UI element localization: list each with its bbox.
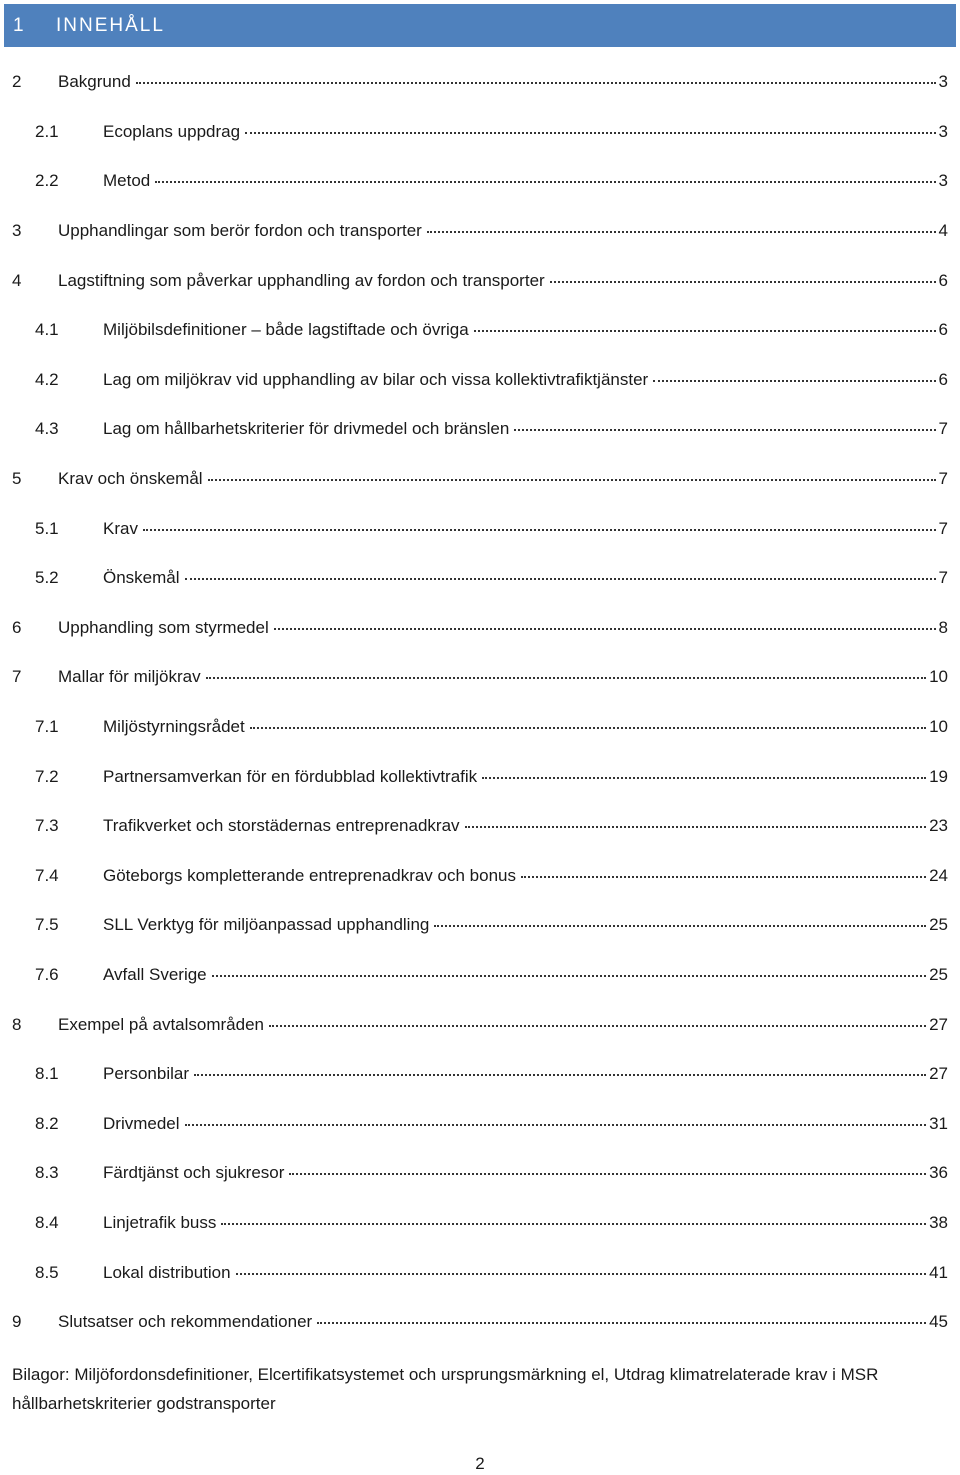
- toc-entry-page: 10: [929, 667, 948, 687]
- toc-heading: [4, 4, 956, 47]
- toc-entry[interactable]: [0, 1198, 960, 1248]
- toc-entry-title: Bakgrund: [58, 72, 131, 92]
- dot-leader: [208, 479, 936, 481]
- toc-entry-line: [103, 420, 948, 437]
- dot-leader: [550, 281, 936, 283]
- toc-entry-number: 5: [12, 469, 22, 489]
- toc-entry-number: 7: [12, 667, 22, 687]
- heading-number: 1: [13, 14, 25, 36]
- toc-entry-number: 6: [12, 617, 22, 637]
- toc-entry-number: 4.3: [35, 419, 59, 439]
- toc-entry-title: SLL Verktyg för miljöanpassad upphandling: [103, 915, 430, 935]
- toc-entry-number: 8.5: [35, 1262, 59, 1282]
- toc-entry-title: Göteborgs kompletterande entreprenadkrav och bonus: [103, 865, 516, 885]
- toc-entry-title: Upphandling som styrmedel: [58, 617, 269, 637]
- toc-entry-title: Lagstiftning som påverkar upphandling av fordon och transporter: [58, 270, 545, 290]
- dot-leader: [185, 578, 936, 580]
- toc-entry[interactable]: [0, 1297, 960, 1347]
- toc-entry-page: 6: [938, 270, 948, 290]
- toc-entry-page: 38: [929, 1212, 948, 1232]
- toc-entry[interactable]: [0, 454, 960, 504]
- toc-entry-title: Exempel på avtalsområden: [58, 1014, 265, 1034]
- toc-entry-number: 7.2: [35, 766, 59, 786]
- toc-entry-page: 25: [929, 915, 948, 935]
- toc-entry-page: 3: [938, 171, 948, 191]
- toc-entry-line: [58, 470, 948, 487]
- dot-leader: [250, 727, 926, 729]
- toc-entry-title: Drivmedel: [103, 1113, 180, 1133]
- toc-entry-page: 31: [929, 1113, 948, 1133]
- toc-entry-number: 3: [12, 221, 22, 241]
- toc-entry-number: 8.4: [35, 1212, 59, 1232]
- toc-entry-line: [58, 668, 948, 685]
- dot-leader: [245, 132, 935, 134]
- toc-entry-line: [103, 718, 948, 735]
- toc-entry-line: [103, 817, 948, 834]
- toc-entry-title: Krav och önskemål: [58, 469, 203, 489]
- toc-entry[interactable]: [0, 801, 960, 851]
- dot-leader: [465, 826, 927, 828]
- toc-entry-title: Önskemål: [103, 568, 180, 588]
- toc-entry-number: 8.3: [35, 1163, 59, 1183]
- toc-entry-title: Lag om hållbarhetskriterier för drivmedel och bränslen: [103, 419, 510, 439]
- toc-entry-page: 27: [929, 1014, 948, 1034]
- toc-entry-page: 27: [929, 1064, 948, 1084]
- toc-entry-title: Lokal distribution: [103, 1262, 231, 1282]
- dot-leader: [653, 380, 935, 382]
- toc-entry-line: [58, 272, 948, 289]
- toc-entry[interactable]: [0, 107, 960, 157]
- dot-leader: [136, 82, 936, 84]
- toc-entry-page: 36: [929, 1163, 948, 1183]
- toc-entry-line: [103, 569, 948, 586]
- toc-entry-title: Krav: [103, 518, 138, 538]
- dot-leader: [155, 181, 935, 183]
- page-number: 2: [475, 1454, 485, 1473]
- dot-leader: [212, 975, 926, 977]
- toc-entry[interactable]: [0, 900, 960, 950]
- toc-entry[interactable]: [0, 702, 960, 752]
- toc-entry[interactable]: [0, 751, 960, 801]
- toc-entry-line: [103, 1164, 948, 1181]
- toc-entry-title: Miljöstyrningsrådet: [103, 717, 245, 737]
- toc-entry-number: 7.1: [35, 717, 59, 737]
- toc-entry-line: [103, 520, 948, 537]
- dot-leader: [434, 925, 926, 927]
- toc-entry-number: 8: [12, 1014, 22, 1034]
- toc-entry-line: [58, 1313, 948, 1330]
- toc-entry-page: 10: [929, 717, 948, 737]
- toc-entry-page: 3: [938, 72, 948, 92]
- toc-entry[interactable]: [0, 1098, 960, 1148]
- dot-leader: [143, 529, 936, 531]
- toc-entry-number: 4.1: [35, 320, 59, 340]
- dot-leader: [521, 876, 926, 878]
- toc-entry[interactable]: [0, 255, 960, 305]
- toc-entry-title: Partnersamverkan för en fördubblad kollektivtrafik: [103, 766, 478, 786]
- toc-entry-page: 41: [929, 1262, 948, 1282]
- toc-entry-page: 6: [938, 320, 948, 340]
- heading-title: INNEHÅLL: [56, 14, 165, 36]
- toc-entry[interactable]: [0, 999, 960, 1049]
- toc-entry-page: 7: [938, 469, 948, 489]
- toc-entry-page: 45: [929, 1312, 948, 1332]
- dot-leader: [221, 1223, 926, 1225]
- toc-entry-title: Ecoplans uppdrag: [103, 121, 241, 141]
- dot-leader: [317, 1322, 926, 1324]
- toc-entry-number: 8.2: [35, 1113, 59, 1133]
- toc-entry-line: [103, 1065, 948, 1082]
- dot-leader: [289, 1173, 926, 1175]
- dot-leader: [427, 231, 936, 233]
- toc-entry-line: [103, 172, 948, 189]
- toc-entry-number: 9: [12, 1312, 22, 1332]
- toc-entry-line: [58, 73, 948, 90]
- toc-entry[interactable]: [0, 851, 960, 901]
- toc-entry-line: [58, 619, 948, 636]
- toc-entry-title: Linjetrafik buss: [103, 1212, 217, 1232]
- toc-entry-line: [103, 123, 948, 140]
- toc-entry[interactable]: [0, 156, 960, 206]
- toc-entry-page: 23: [929, 816, 948, 836]
- toc-entry[interactable]: [0, 603, 960, 653]
- toc-entry-title: Lag om miljökrav vid upphandling av bilar och vissa kollektivtrafiktjänster: [103, 369, 649, 389]
- toc-entry-page: 3: [938, 121, 948, 141]
- toc-entry-title: Upphandlingar som berör fordon och transporter: [58, 221, 422, 241]
- dot-leader: [269, 1025, 926, 1027]
- toc-entry-title: Miljöbilsdefinitioner – både lagstiftade och övriga: [103, 320, 469, 340]
- toc-entry-number: 7.5: [35, 915, 59, 935]
- toc-entry-title: Slutsatser och rekommendationer: [58, 1312, 313, 1332]
- toc-entry-line: [103, 916, 948, 933]
- toc-entry[interactable]: [0, 57, 960, 107]
- toc-entry-line: [58, 222, 948, 239]
- toc-entry-line: [103, 1264, 948, 1281]
- toc-entry-number: 7.3: [35, 816, 59, 836]
- toc-entry-number: 5.2: [35, 568, 59, 588]
- toc-entry-number: 7.6: [35, 964, 59, 984]
- dot-leader: [185, 1124, 927, 1126]
- toc-entry[interactable]: [0, 1148, 960, 1198]
- toc-entry-page: 6: [938, 369, 948, 389]
- dot-leader: [482, 777, 926, 779]
- toc-entry[interactable]: [0, 950, 960, 1000]
- toc-entry-number: 4: [12, 270, 22, 290]
- toc-entry-title: Metod: [103, 171, 151, 191]
- toc-entry-line: [103, 371, 948, 388]
- toc-entry-line: [103, 321, 948, 338]
- toc-entry-line: [103, 1214, 948, 1231]
- dot-leader: [474, 330, 936, 332]
- dot-leader: [514, 429, 935, 431]
- toc-entry-line: [103, 1115, 948, 1132]
- toc-entry[interactable]: [0, 553, 960, 603]
- toc-entry-line: [103, 768, 948, 785]
- toc-entry[interactable]: [0, 206, 960, 256]
- toc-entry[interactable]: [0, 1049, 960, 1099]
- dot-leader: [236, 1273, 927, 1275]
- dot-leader: [206, 677, 926, 679]
- toc-entry-number: 7.4: [35, 865, 59, 885]
- toc-entry-page: 24: [929, 865, 948, 885]
- toc-entry[interactable]: [0, 355, 960, 405]
- toc-entry[interactable]: [0, 404, 960, 454]
- toc-entry-title: Personbilar: [103, 1064, 189, 1084]
- toc-entry-page: 7: [938, 518, 948, 538]
- toc-entry-page: 19: [929, 766, 948, 786]
- toc-entry[interactable]: [0, 503, 960, 553]
- appendix-note: Bilagor: Miljöfordonsdefinitioner, Elcertifikatsystemet och ursprungsmärkning el, Utdrag klimatrelaterade krav i MSR hållbarhetskriterier godstransporter: [12, 1365, 879, 1413]
- dot-leader: [274, 628, 936, 630]
- toc-entry-line: [103, 966, 948, 983]
- table-of-contents: [0, 57, 960, 1346]
- toc-entry[interactable]: [0, 305, 960, 355]
- toc-entry-number: 2.1: [35, 121, 59, 141]
- toc-entry-number: 2: [12, 72, 22, 92]
- toc-entry-line: [103, 867, 948, 884]
- toc-entry-page: 4: [938, 221, 948, 241]
- toc-entry[interactable]: [0, 652, 960, 702]
- toc-entry-title: Färdtjänst och sjukresor: [103, 1163, 285, 1183]
- toc-entry-page: 7: [938, 419, 948, 439]
- toc-entry-page: 7: [938, 568, 948, 588]
- toc-entry-number: 8.1: [35, 1064, 59, 1084]
- toc-entry-title: Mallar för miljökrav: [58, 667, 201, 687]
- dot-leader: [194, 1074, 926, 1076]
- toc-entry-title: Trafikverket och storstädernas entreprenadkrav: [103, 816, 460, 836]
- toc-entry-number: 4.2: [35, 369, 59, 389]
- toc-entry-page: 8: [938, 617, 948, 637]
- toc-entry[interactable]: [0, 1247, 960, 1297]
- toc-entry-title: Avfall Sverige: [103, 964, 207, 984]
- toc-entry-line: [58, 1016, 948, 1033]
- toc-entry-number: 2.2: [35, 171, 59, 191]
- toc-entry-number: 5.1: [35, 518, 59, 538]
- toc-entry-page: 25: [929, 964, 948, 984]
